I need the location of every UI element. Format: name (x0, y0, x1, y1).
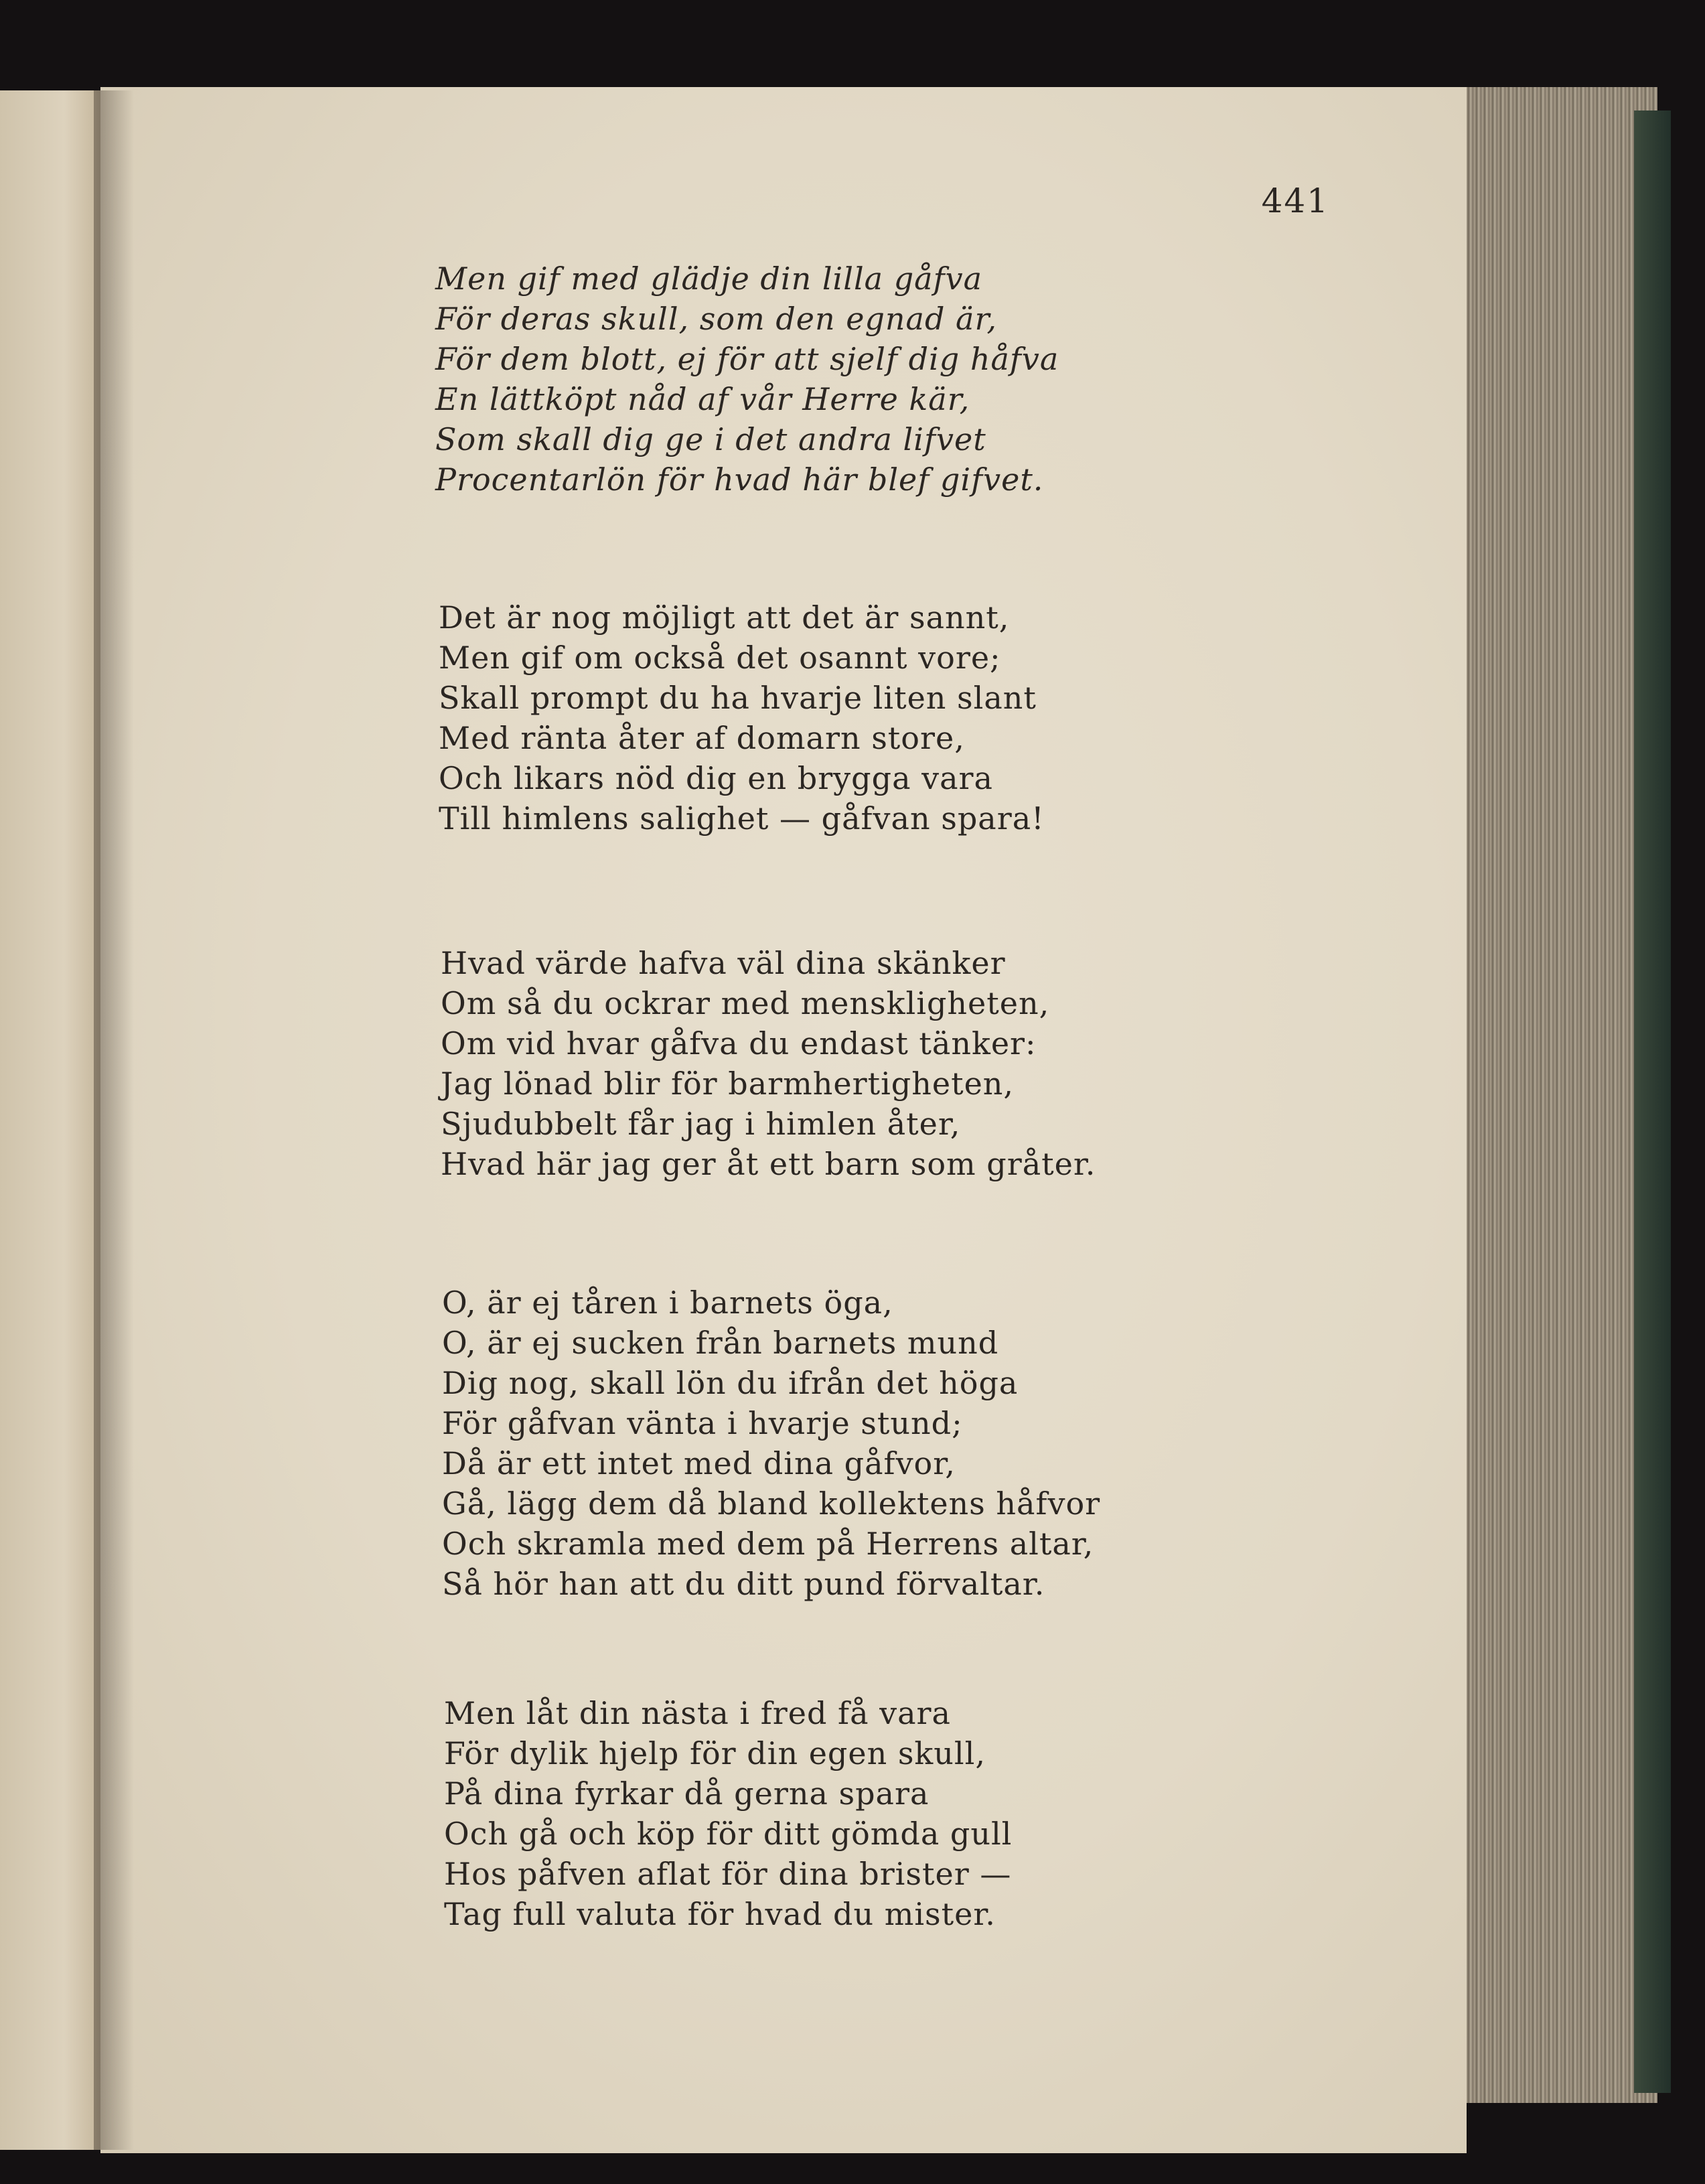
page-number: 441 (1261, 181, 1329, 220)
book-cover-edge (1634, 111, 1671, 2093)
verse-line: O, är ej tåren i barnets öga, (442, 1285, 893, 1321)
verse-line: Det är nog möjligt att det är sannt, (439, 599, 1010, 636)
verse-line: Om vid hvar gåfva du endast tänker: (441, 1025, 1037, 1062)
verse-line: Som skall dig ge i det andra lifvet (435, 421, 986, 457)
verse-line: För dem blott, ej för att sjelf dig håfva (435, 341, 1059, 377)
stanza-2 (439, 597, 1309, 839)
verse-line: Men gif om också det osannt vore; (439, 640, 1001, 676)
page-stack-edges (1457, 87, 1657, 2103)
book-page (100, 87, 1467, 2153)
spine-gutter-shadow (94, 90, 134, 2150)
verse-line: Till himlens salighet — gåfvan spara! (439, 800, 1045, 836)
stanza-5 (444, 1693, 1315, 1934)
verse-line: Så hör han att du ditt pund förvaltar. (442, 1566, 1045, 1602)
verse-line: Och likars nöd dig en brygga vara (439, 760, 993, 796)
verse-line: Skall prompt du ha hvarje liten slant (439, 680, 1037, 716)
verse-line: En lättköpt nåd af vår Herre kär, (435, 381, 970, 417)
verse-line: Procentarlön för hvad här blef gifvet. (435, 461, 1044, 498)
verse-line: För dylik hjelp för din egen skull, (444, 1735, 986, 1771)
facing-page-edge (0, 90, 107, 2150)
verse-line: Med ränta åter af domarn store, (439, 720, 965, 756)
verse-line: Men låt din nästa i fred få vara (444, 1695, 951, 1731)
verse-line: På dina fyrkar då gerna spara (444, 1775, 930, 1812)
verse-line: O, är ej sucken från barnets mund (442, 1325, 999, 1361)
stanza-3 (441, 943, 1311, 1184)
verse-line: Men gif med glädje din lilla gåfva (435, 261, 983, 297)
verse-line: Gå, lägg dem då bland kollektens håfvor (442, 1485, 1101, 1522)
verse-line: För deras skull, som den egnad är, (435, 301, 998, 337)
verse-line: Hvad här jag ger åt ett barn som gråter. (441, 1146, 1096, 1182)
stanza-4 (442, 1283, 1313, 1604)
verse-line: Då är ett intet med dina gåfvor, (442, 1445, 956, 1481)
verse-line: Hos påfven aflat för dina brister — (444, 1856, 1012, 1892)
verse-line: Dig nog, skall lön du ifrån det höga (442, 1365, 1019, 1401)
verse-line: Om så du ockrar med menskligheten, (441, 985, 1050, 1021)
verse-line: Jag lönad blir för barmhertigheten, (441, 1066, 1015, 1102)
stanza-1 (435, 259, 1306, 500)
verse-line: Hvad värde hafva väl dina skänker (441, 945, 1006, 981)
verse-line: Tag full valuta för hvad du mister. (444, 1896, 996, 1932)
verse-line: För gåfvan vänta i hvarje stund; (442, 1405, 963, 1441)
verse-line: Sjudubbelt får jag i himlen åter, (441, 1106, 961, 1142)
verse-line: Och gå och köp för ditt gömda gull (444, 1816, 1013, 1852)
verse-line: Och skramla med dem på Herrens altar, (442, 1526, 1094, 1562)
